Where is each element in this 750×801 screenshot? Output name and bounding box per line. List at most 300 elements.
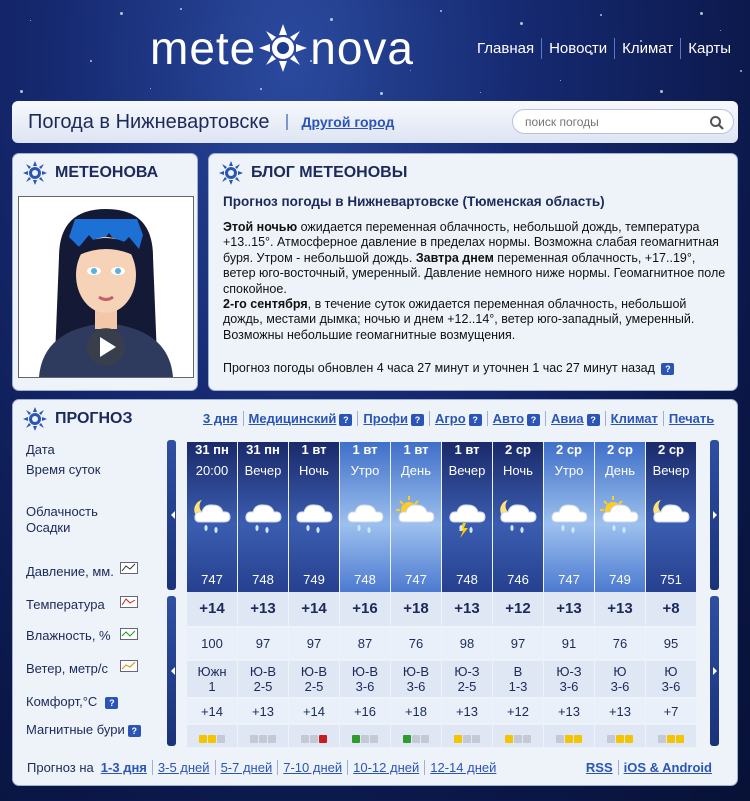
col-wind-speed: 3-6 xyxy=(661,679,681,694)
help-icon[interactable]: ? xyxy=(527,414,540,426)
col-humidity: 97 xyxy=(306,636,322,651)
blog-updated xyxy=(223,361,674,375)
sun-icon xyxy=(219,161,243,185)
forecast-cell xyxy=(391,661,441,697)
col-time-of-day: Вечер xyxy=(244,463,282,478)
top-nav xyxy=(470,38,738,59)
label-temp: Температура xyxy=(26,597,105,612)
col-date: 1 вт xyxy=(454,442,480,457)
forecast-cell xyxy=(238,628,288,659)
magnetic-indicator xyxy=(310,735,318,743)
col-pressure: 751 xyxy=(660,572,682,587)
col-wind-speed: 3-6 xyxy=(406,679,426,694)
col-humidity: 97 xyxy=(255,636,271,651)
label-magnetic xyxy=(26,722,141,737)
forecast-column xyxy=(391,438,441,746)
meteonova-panel xyxy=(12,153,198,391)
col-pressure: 747 xyxy=(558,572,580,587)
blog-p3: , в течение суток ожидается переменная облачность, небольшой дождь, местами дымка; ночью и днем +12..14°, ветер юго-западный, умеренный. Возможны небольшие геомагнитные возмущения. xyxy=(223,297,695,342)
forecast-tab-label: Агро xyxy=(434,411,466,426)
forecast-cell xyxy=(544,725,594,747)
magnetic-indicator xyxy=(565,735,573,743)
col-wind-speed: 2-5 xyxy=(304,679,324,694)
forecast-cell xyxy=(238,725,288,747)
magnetic-indicator xyxy=(454,735,462,743)
help-icon[interactable]: ? xyxy=(105,697,118,709)
forecast-cell xyxy=(544,592,594,626)
col-magnetic xyxy=(493,725,543,746)
magnetic-indicator xyxy=(301,735,309,743)
col-time-of-day: Ночь xyxy=(299,463,329,478)
weather-icon xyxy=(443,492,491,545)
pressure-chart-icon[interactable] xyxy=(120,562,138,574)
col-magnetic xyxy=(544,725,594,746)
ios-android-link[interactable]: iOS & Android xyxy=(623,760,712,775)
forecast-range-links xyxy=(27,760,501,775)
col-wind-speed: 3-6 xyxy=(355,679,375,694)
magnetic-indicator xyxy=(574,735,582,743)
forecast-column xyxy=(646,438,696,746)
col-temperature: +16 xyxy=(352,600,378,617)
forecast-cell xyxy=(493,725,543,747)
help-icon[interactable]: ? xyxy=(128,725,141,737)
magnetic-indicator xyxy=(523,735,531,743)
scroll-right-arrow[interactable] xyxy=(710,596,719,746)
forecast-range-link[interactable]: 3-5 дней xyxy=(152,760,215,775)
weather-icon xyxy=(290,492,338,545)
col-pressure: 746 xyxy=(507,572,529,587)
help-icon[interactable]: ? xyxy=(587,414,600,426)
col-comfort: +13 xyxy=(251,704,275,719)
forecast-cell xyxy=(340,725,390,747)
forecast-cell xyxy=(595,661,645,697)
forecast-cell xyxy=(391,592,441,626)
weather-icon xyxy=(239,492,287,545)
forecast-column-header xyxy=(238,442,288,592)
col-comfort: +16 xyxy=(353,704,377,719)
forecast-cell xyxy=(187,699,237,723)
forecast-cell xyxy=(493,661,543,697)
forecast-cell xyxy=(544,628,594,659)
forecast-tab[interactable] xyxy=(605,411,663,426)
forecast-tab[interactable] xyxy=(198,411,243,426)
col-time-of-day: Ночь xyxy=(503,463,533,478)
forecast-cell xyxy=(187,661,237,697)
forecast-cell xyxy=(340,661,390,697)
nav-news[interactable]: Новости xyxy=(541,38,614,59)
col-magnetic xyxy=(442,725,492,746)
forecast-cell xyxy=(493,592,543,626)
col-date: 1 вт xyxy=(352,442,378,457)
col-humidity: 95 xyxy=(663,636,679,651)
forecast-range-link[interactable]: 1-3 дня xyxy=(100,760,147,775)
star xyxy=(30,20,31,21)
forecast-column xyxy=(493,438,543,746)
forecast-column xyxy=(289,438,339,746)
weather-icon xyxy=(188,492,236,545)
magnetic-indicator xyxy=(217,735,225,743)
star xyxy=(480,92,481,93)
forecast-tab[interactable] xyxy=(487,411,545,426)
weather-icon xyxy=(545,492,593,545)
forecast-cell xyxy=(544,661,594,697)
presenter-avatar-video[interactable] xyxy=(18,196,194,378)
forecast-cell xyxy=(187,628,237,659)
col-date: 1 вт xyxy=(403,442,429,457)
magnetic-indicator xyxy=(667,735,675,743)
col-wind-speed: 1-3 xyxy=(508,679,528,694)
forecast-cell xyxy=(493,628,543,659)
forecast-tab-label: Климат xyxy=(610,411,658,426)
magnetic-indicator xyxy=(370,735,378,743)
star xyxy=(20,90,23,93)
other-city-link[interactable]: Другой город xyxy=(286,114,395,130)
col-date: 2 ср xyxy=(606,442,633,457)
label-wind: Ветер, метр/с xyxy=(26,661,108,676)
magnetic-indicator xyxy=(268,735,276,743)
star xyxy=(600,14,602,16)
forecast-tab-label: Авто xyxy=(492,411,525,426)
label-precip: Осадки xyxy=(26,520,71,535)
wind-chart-icon[interactable] xyxy=(120,660,138,672)
forecast-cell xyxy=(646,628,696,659)
forecast-column xyxy=(238,438,288,746)
magnetic-indicator xyxy=(250,735,258,743)
col-wind-direction: Ю-З xyxy=(556,664,582,679)
magnetic-indicator xyxy=(319,735,327,743)
col-pressure: 747 xyxy=(405,572,427,587)
forecast-cell xyxy=(595,699,645,723)
col-wind-direction: Ю-В xyxy=(351,664,379,679)
col-date: 2 ср xyxy=(504,442,531,457)
magnetic-indicator xyxy=(676,735,684,743)
col-wind-speed: 2-5 xyxy=(457,679,477,694)
col-time-of-day: День xyxy=(605,463,635,478)
weather-icon xyxy=(341,492,389,545)
forecast-cell xyxy=(238,592,288,626)
magnetic-indicator xyxy=(514,735,522,743)
forecast-cell xyxy=(340,628,390,659)
col-time-of-day: Утро xyxy=(554,463,584,478)
star xyxy=(380,92,383,95)
col-pressure: 749 xyxy=(303,572,325,587)
label-date: Дата xyxy=(26,442,55,457)
star xyxy=(560,80,561,81)
col-temperature: +13 xyxy=(607,600,633,617)
col-magnetic xyxy=(238,725,288,746)
magnetic-indicator xyxy=(352,735,360,743)
forecast-cell xyxy=(442,592,492,626)
col-temperature: +13 xyxy=(454,600,480,617)
blog-subtitle: Прогноз погоды в Нижневартовске (Тюменская область) xyxy=(223,194,605,209)
humidity-chart-icon[interactable] xyxy=(120,628,138,640)
forecast-cell xyxy=(289,592,339,626)
star xyxy=(120,12,123,15)
forecast-tab-label: Авиа xyxy=(551,411,584,426)
star xyxy=(150,88,151,89)
page-title: Погода в Нижневартовске xyxy=(28,110,270,133)
forecast-column-header xyxy=(442,442,492,592)
forecast-cell xyxy=(340,699,390,723)
col-temperature: +12 xyxy=(505,600,531,617)
forecast-cell xyxy=(442,725,492,747)
forecast-cell xyxy=(340,592,390,626)
col-temperature: +14 xyxy=(199,600,225,617)
forecast-cell xyxy=(595,725,645,747)
col-comfort: +14 xyxy=(302,704,326,719)
label-cloud: Облачность xyxy=(26,504,98,519)
col-comfort: +13 xyxy=(455,704,479,719)
col-time-of-day: 20:00 xyxy=(195,463,229,478)
forecast-cell xyxy=(238,699,288,723)
logo-text-left: mete xyxy=(150,22,257,74)
col-magnetic xyxy=(187,725,237,746)
col-time-of-day: Вечер xyxy=(448,463,486,478)
magnetic-indicator xyxy=(658,735,666,743)
forecast-cell xyxy=(391,628,441,659)
col-humidity: 76 xyxy=(612,636,628,651)
star xyxy=(700,12,703,15)
col-humidity: 98 xyxy=(459,636,475,651)
nav-home[interactable]: Главная xyxy=(477,40,535,57)
col-wind-direction: Ю xyxy=(664,664,678,679)
forecast-tab[interactable] xyxy=(663,411,719,426)
col-date: 2 ср xyxy=(657,442,684,457)
col-humidity: 97 xyxy=(510,636,526,651)
forecast-column-header xyxy=(493,442,543,592)
col-magnetic xyxy=(391,725,441,746)
label-pressure: Давление, мм. xyxy=(26,564,114,579)
col-pressure: 748 xyxy=(456,572,478,587)
forecast-tab-label: Печать xyxy=(668,411,715,426)
magnetic-indicator xyxy=(208,735,216,743)
col-comfort: +18 xyxy=(404,704,428,719)
col-pressure: 747 xyxy=(201,572,223,587)
nav-maps[interactable]: Карты xyxy=(680,38,738,59)
forecast-tab-label: Профи xyxy=(363,411,408,426)
forecast-range-link[interactable]: 5-7 дней xyxy=(215,760,278,775)
forecast-tabs xyxy=(198,411,719,426)
forecast-cell xyxy=(238,661,288,697)
col-humidity: 87 xyxy=(357,636,373,651)
forecast-column-header xyxy=(646,442,696,592)
label-humidity: Влажность, % xyxy=(26,628,111,643)
blog-p1: ожидается переменная облачность, небольшой дождь, температура +13..15°. Атмосферное давление в пределах нормы. Возможна слабая геомагнитная буря. Утром - небольшой дождь. xyxy=(223,220,719,265)
col-time-of-day: Утро xyxy=(350,463,380,478)
help-icon[interactable]: ? xyxy=(469,414,482,426)
forecast-cell xyxy=(289,661,339,697)
search-icon[interactable] xyxy=(709,115,725,136)
forecast-cell xyxy=(391,725,441,747)
forecast-column-header xyxy=(391,442,441,592)
city-bar xyxy=(12,101,738,143)
col-magnetic xyxy=(595,725,645,746)
magnetic-indicator xyxy=(616,735,624,743)
magnetic-indicator xyxy=(259,735,267,743)
col-wind-speed: 3-6 xyxy=(559,679,579,694)
blog-p2: переменная облачность, +17..19°, ветер юго-восточный, умеренный. Давление немного ниже нормы. Геомагнитное поле спокойное. xyxy=(223,250,726,296)
forecast-panel-header xyxy=(23,407,133,431)
weather-icon xyxy=(392,492,440,545)
forecast-column xyxy=(595,438,645,746)
weather-icon xyxy=(596,492,644,545)
star xyxy=(90,60,92,62)
scroll-left-arrow[interactable] xyxy=(167,440,176,590)
col-date: 1 вт xyxy=(301,442,327,457)
magnetic-indicator xyxy=(625,735,633,743)
col-comfort: +12 xyxy=(506,704,530,719)
blog-panel xyxy=(208,153,738,391)
meteonova-panel-title: МЕТЕОНОВА xyxy=(55,164,159,181)
forecast-column-header xyxy=(340,442,390,592)
col-temperature: +13 xyxy=(250,600,276,617)
search-input[interactable] xyxy=(512,109,734,134)
col-wind-direction: Ю xyxy=(613,664,627,679)
col-temperature: +18 xyxy=(403,600,429,617)
col-magnetic xyxy=(340,725,390,746)
magnetic-indicator xyxy=(412,735,420,743)
blog-updated-text: Прогноз погоды обновлен 4 часа 27 минут и уточнен 1 час 27 минут назад xyxy=(223,361,655,375)
forecast-tab-label: Медицинский xyxy=(248,411,337,426)
magnetic-indicator xyxy=(472,735,480,743)
col-date: 2 ср xyxy=(555,442,582,457)
label-time: Время суток xyxy=(26,462,101,477)
sun-icon xyxy=(23,407,47,431)
star xyxy=(440,10,442,12)
forecast-cell xyxy=(646,699,696,723)
app-links xyxy=(581,760,717,775)
col-time-of-day: Вечер xyxy=(652,463,690,478)
forecast-column-header xyxy=(595,442,645,592)
forecast-tab[interactable] xyxy=(357,411,429,426)
magnetic-indicator xyxy=(421,735,429,743)
col-humidity: 100 xyxy=(201,636,223,651)
forecast-column-header xyxy=(544,442,594,592)
forecast-range-link[interactable]: 7-10 дней xyxy=(277,760,347,775)
col-wind-direction: В xyxy=(513,664,523,679)
forecast-cell xyxy=(442,699,492,723)
help-icon[interactable]: ? xyxy=(339,414,352,426)
star xyxy=(180,8,182,10)
label-magnetic-text: Магнитные бури xyxy=(26,722,125,737)
nav-climate[interactable]: Климат xyxy=(614,38,680,59)
forecast-cell xyxy=(289,699,339,723)
magnetic-indicator xyxy=(361,735,369,743)
forecast-cell xyxy=(595,628,645,659)
forecast-cell xyxy=(289,725,339,747)
forecast-cell xyxy=(595,592,645,626)
forecast-column xyxy=(340,438,390,746)
col-pressure: 748 xyxy=(252,572,274,587)
scroll-left-arrow[interactable] xyxy=(167,596,176,746)
meteonova-logo[interactable] xyxy=(150,18,414,78)
col-wind-speed: 1 xyxy=(208,679,216,694)
forecast-cell xyxy=(646,725,696,747)
label-comfort xyxy=(26,694,118,709)
blog-panel-header xyxy=(219,161,407,185)
magnetic-indicator xyxy=(463,735,471,743)
forecast-cell xyxy=(442,628,492,659)
forecast-column-header xyxy=(187,442,237,592)
col-time-of-day: День xyxy=(401,463,431,478)
col-date: 31 пн xyxy=(246,442,280,457)
forecast-cell xyxy=(187,592,237,626)
col-wind-direction: Ю-В xyxy=(249,664,277,679)
forecast-panel-title: ПРОГНОЗ xyxy=(55,410,133,427)
col-comfort: +7 xyxy=(663,704,679,719)
star xyxy=(260,88,262,90)
blog-p2-bold: Завтра днем xyxy=(415,250,494,265)
col-temperature: +13 xyxy=(556,600,582,617)
magnetic-indicator xyxy=(199,735,207,743)
star xyxy=(520,22,523,25)
col-comfort: +14 xyxy=(200,704,224,719)
magnetic-indicator xyxy=(556,735,564,743)
logo-text-right: nova xyxy=(310,22,415,74)
col-comfort: +13 xyxy=(557,704,581,719)
star xyxy=(720,30,721,31)
col-date: 31 пн xyxy=(195,442,229,457)
star xyxy=(660,90,663,93)
rss-link[interactable]: RSS xyxy=(581,760,619,775)
forecast-range-link[interactable]: 10-12 дней xyxy=(347,760,424,775)
weather-icon xyxy=(647,492,695,545)
col-wind-direction: Ю-В xyxy=(300,664,328,679)
forecast-cell xyxy=(187,725,237,747)
temperature-chart-icon[interactable] xyxy=(120,596,138,608)
forecast-column xyxy=(544,438,594,746)
help-icon[interactable]: ? xyxy=(411,414,424,426)
forecast-cell xyxy=(646,661,696,697)
forecast-range-label: Прогноз на xyxy=(27,760,94,775)
blog-text xyxy=(223,220,728,343)
forecast-cell xyxy=(391,699,441,723)
forecast-cell xyxy=(442,661,492,697)
meteonova-panel-header xyxy=(23,161,158,185)
forecast-tab[interactable] xyxy=(243,411,358,426)
weather-icon xyxy=(494,492,542,545)
forecast-cell xyxy=(544,699,594,723)
col-wind-direction: Южн xyxy=(197,664,227,679)
forecast-panel xyxy=(12,399,738,786)
forecast-tab[interactable] xyxy=(429,411,487,426)
star xyxy=(740,70,742,72)
col-wind-direction: Ю-В xyxy=(402,664,430,679)
col-magnetic xyxy=(646,725,696,746)
col-wind-direction: Ю-З xyxy=(454,664,480,679)
forecast-cell xyxy=(493,699,543,723)
forecast-column xyxy=(187,438,237,746)
col-temperature: +14 xyxy=(301,600,327,617)
forecast-tab[interactable] xyxy=(545,411,605,426)
col-humidity: 76 xyxy=(408,636,424,651)
col-temperature: +8 xyxy=(662,600,680,617)
col-pressure: 748 xyxy=(354,572,376,587)
sun-icon xyxy=(23,161,47,185)
forecast-range-link[interactable]: 12-14 дней xyxy=(424,760,501,775)
blog-panel-title: БЛОГ МЕТЕОНОВЫ xyxy=(251,164,408,181)
col-magnetic xyxy=(289,725,339,746)
blog-p1-bold: Этой ночью xyxy=(223,220,298,234)
magnetic-indicator xyxy=(607,735,615,743)
magnetic-indicator xyxy=(505,735,513,743)
blog-p3-bold: 2-го сентября xyxy=(223,297,308,312)
scroll-right-arrow[interactable] xyxy=(710,440,719,590)
sun-icon xyxy=(258,23,308,73)
col-humidity: 91 xyxy=(561,636,577,651)
help-icon[interactable]: ? xyxy=(661,363,674,375)
col-wind-speed: 3-6 xyxy=(610,679,630,694)
